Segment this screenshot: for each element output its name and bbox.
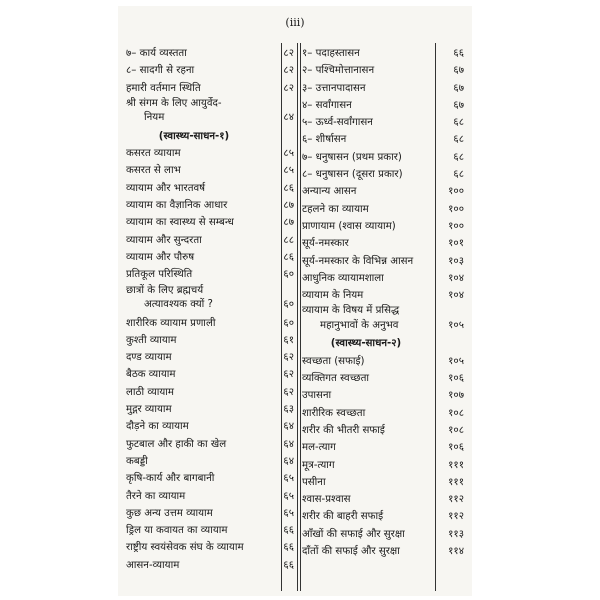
toc-entry-title-line: लाठी व्यायाम <box>126 386 175 398</box>
toc-entry-title-line: २– पश्चिमोत्तानासन <box>302 65 375 77</box>
toc-entry <box>126 522 294 539</box>
toc-entry-title-line: व्यायाम और सुन्दरता <box>126 234 202 246</box>
toc-entry-page-number: ११४ <box>448 546 464 558</box>
toc-entry-page-number: ६५ <box>283 490 294 502</box>
toc-entry-title <box>302 474 430 491</box>
toc-entry-page-number: १०४ <box>448 272 464 284</box>
contents-left-column <box>126 45 294 574</box>
toc-entry-title <box>126 45 266 62</box>
toc-entry-title-line: ६– शीर्षासन <box>302 134 347 146</box>
toc-entry-title-line: (स्वास्थ्य-साधन-२) <box>330 338 402 350</box>
toc-entry <box>126 470 294 487</box>
toc-entry <box>126 366 294 383</box>
toc-entry <box>126 197 294 214</box>
toc-entry-page-number: ६६ <box>453 48 464 59</box>
toc-entry-title-line: कसरत व्यायाम <box>126 148 181 160</box>
toc-entry-title-line: हमारी वर्तमान स्थिति <box>126 82 201 94</box>
toc-entry-title <box>126 80 266 97</box>
toc-entry-title-line: प्राणायाम (श्वास व्यायाम) <box>302 220 396 232</box>
toc-entry <box>302 439 464 456</box>
section-heading <box>302 335 464 352</box>
toc-entry-page-number: ८२ <box>283 65 294 77</box>
page-number: (iii) <box>285 16 305 29</box>
toc-entry-title-line: व्यायाम और भारतवर्ष <box>126 182 206 194</box>
toc-entry-title <box>126 366 266 383</box>
toc-entry <box>126 214 294 231</box>
toc-entry-page-number: ६६ <box>283 525 294 537</box>
toc-entry-title-line: राष्ट्रीय स्वयंसेवक संघ के व्यायाम <box>126 542 244 554</box>
toc-entry-title-line: श्री संगम के लिए आयुर्वेद- <box>126 97 222 109</box>
toc-entry-title-line: मुद्गर व्यायाम <box>126 404 172 416</box>
toc-entry-title <box>126 180 266 197</box>
toc-entry <box>302 457 464 474</box>
toc-entry-title-line: टहलने का व्यायाम <box>302 203 369 215</box>
toc-entry-title-line: स्वच्छता (सफाई) <box>302 355 365 367</box>
toc-entry-title-line: व्यायाम के नियम <box>302 290 364 302</box>
toc-entry-title-line: शारीरिक स्वच्छता <box>302 407 366 419</box>
toc-entry-title-line: ड्रिल या कवायत का व्यायाम <box>126 525 228 537</box>
toc-entry-page-number: ६४ <box>283 438 294 450</box>
toc-entry-title-line: अन्यान्य आसन <box>302 186 357 198</box>
toc-entry <box>302 405 464 422</box>
section-heading <box>126 128 294 145</box>
toc-entry-title-line: फुटबाल और हाकी का खेल <box>126 438 227 450</box>
toc-entry-title <box>302 183 430 200</box>
toc-entry-title <box>302 304 430 333</box>
toc-entry-page-number: ६४ <box>283 455 294 467</box>
toc-entry <box>302 270 464 287</box>
toc-entry-title <box>126 128 266 145</box>
toc-entry <box>302 370 464 387</box>
toc-entry-title <box>302 97 430 114</box>
toc-entry <box>302 387 464 404</box>
toc-entry-title-line: कसरत से लाभ <box>126 165 181 177</box>
toc-entry <box>302 166 464 183</box>
toc-entry-page-number: ६५ <box>283 507 294 519</box>
toc-entry-title-line: कुछ अन्य उत्तम व्यायाम <box>126 507 213 519</box>
toc-entry-title-line: प्रतिकूल परिस्थिति <box>126 269 193 281</box>
toc-entry-page-number: १०० <box>448 186 464 198</box>
toc-entry-page-number: ८५ <box>283 148 294 160</box>
toc-entry <box>302 304 464 335</box>
toc-entry-title <box>126 522 266 539</box>
toc-entry-page-number: ८५ <box>283 165 294 177</box>
toc-entry-page-number: ८६ <box>283 251 294 263</box>
toc-entry <box>126 332 294 349</box>
toc-entry-title <box>302 526 430 543</box>
toc-entry <box>126 180 294 197</box>
toc-entry <box>126 488 294 505</box>
toc-entry-page-number: १०८ <box>448 407 464 419</box>
toc-entry-page-number: ८२ <box>283 48 294 59</box>
toc-entry-title <box>126 505 266 522</box>
toc-entry <box>302 62 464 79</box>
toc-entry-title-line: सूर्य-नमस्कार <box>302 238 349 250</box>
toc-entry-page-number: ८६ <box>283 182 294 194</box>
toc-entry <box>302 114 464 131</box>
toc-entry-title-line: शरीर की भीतरी सफाई <box>302 424 385 436</box>
toc-entry-title-line: व्यायाम का स्वास्थ्य से सम्बन्ध <box>126 217 234 229</box>
toc-entry-page-number: ६१ <box>283 334 294 346</box>
toc-entry-title-continued: अत्यावश्यक क्यों ? <box>144 299 213 311</box>
toc-entry <box>302 474 464 491</box>
toc-entry-title-continued: महानुभावों के अनुभव <box>320 319 399 331</box>
toc-entry <box>126 266 294 283</box>
toc-entry-page-number: ११२ <box>448 511 464 523</box>
toc-entry-title <box>126 453 266 470</box>
toc-entry-title-line: व्यायाम का वैज्ञानिक आधार <box>126 200 228 212</box>
toc-entry-page-number: १०६ <box>448 373 464 385</box>
toc-entry-page-number: ११२ <box>448 494 464 506</box>
toc-entry-title <box>126 488 266 505</box>
toc-entry-title <box>302 201 430 218</box>
toc-entry-title-line: पसीना <box>302 476 326 488</box>
toc-entry-page-number: १०६ <box>448 442 464 454</box>
toc-entry-title <box>126 62 266 79</box>
toc-entry <box>126 505 294 522</box>
toc-entry-title <box>126 97 266 126</box>
toc-entry-page-number: १०१ <box>448 238 464 250</box>
toc-entry <box>126 162 294 179</box>
toc-entry-title <box>302 270 430 287</box>
toc-entry-title <box>302 218 430 235</box>
toc-entry-page-number: ६८ <box>453 117 464 129</box>
toc-entry-title <box>126 214 266 231</box>
toc-entry <box>302 80 464 97</box>
toc-entry <box>126 62 294 79</box>
toc-entry-page-number: १०० <box>448 220 464 232</box>
toc-entry-page-number: ६३ <box>283 404 294 416</box>
toc-entry <box>126 315 294 332</box>
toc-entry-page-number: ६२ <box>283 352 294 364</box>
toc-entry-page-number: ६७ <box>453 99 464 111</box>
toc-entry-title <box>302 422 430 439</box>
toc-entry <box>302 353 464 370</box>
toc-entry-title <box>302 131 430 148</box>
toc-entry-page-number: १०८ <box>448 424 464 436</box>
toc-entry-title-line: (स्वास्थ्य-साधन-१) <box>158 130 230 142</box>
toc-entry-page-number: १११ <box>448 476 464 488</box>
toc-entry <box>126 384 294 401</box>
toc-entry-title-line: व्यायाम और पौरुष <box>126 251 195 263</box>
toc-entry-title <box>302 439 430 456</box>
toc-entry <box>302 183 464 200</box>
toc-entry-title <box>302 253 430 270</box>
toc-entry-page-number: ६२ <box>283 369 294 381</box>
toc-entry-page-number: ६७ <box>453 65 464 77</box>
toc-entry-title-line: मल-त्याग <box>302 442 336 454</box>
toc-entry <box>126 418 294 435</box>
toc-entry-title-line: १– पदाहस्तासन <box>302 48 360 59</box>
toc-entry-page-number: १०५ <box>448 319 464 331</box>
toc-entry-title <box>126 401 266 418</box>
toc-entry-title <box>302 45 430 62</box>
toc-entry <box>302 201 464 218</box>
toc-entry-title-line: ५– ऊर्ध्व-सर्वांगासन <box>302 117 373 129</box>
toc-entry-title-line: दौड़ने का व्यायाम <box>126 421 189 433</box>
toc-entry-page-number: ६८ <box>453 134 464 146</box>
toc-entry-page-number: ६० <box>283 269 294 281</box>
toc-entry <box>126 349 294 366</box>
toc-entry-title <box>302 114 430 131</box>
toc-entry-title <box>126 284 266 313</box>
toc-entry-title-line: सूर्य-नमस्कार के विभिन्न आसन <box>302 255 414 267</box>
toc-entry-page-number: १११ <box>448 459 464 471</box>
toc-entry-title <box>302 335 430 352</box>
toc-entry-page-number: ६४ <box>283 421 294 433</box>
toc-entry <box>302 491 464 508</box>
toc-entry-title-line: मूत्र-त्याग <box>302 459 335 471</box>
toc-entry-title-continued: नियम <box>144 112 165 124</box>
toc-entry-title <box>126 539 266 556</box>
toc-entry-page-number: ८७ <box>283 200 294 212</box>
toc-entry-title <box>126 315 266 332</box>
toc-entry <box>302 149 464 166</box>
toc-entry <box>126 97 294 128</box>
toc-entry-page-number: ६२ <box>283 386 294 398</box>
column-divider-right <box>300 43 301 591</box>
toc-entry-title-line: कृषि-कार्य और बागबानी <box>126 473 215 485</box>
toc-entry-title <box>126 232 266 249</box>
toc-entry <box>126 557 294 574</box>
toc-entry-page-number: ११३ <box>448 528 464 540</box>
toc-entry <box>126 539 294 556</box>
toc-entry-title-line: आँखों की सफाई और सुरक्षा <box>302 528 405 540</box>
toc-entry <box>126 145 294 162</box>
contents-right-column <box>302 45 464 560</box>
toc-entry <box>126 436 294 453</box>
toc-entry-title <box>126 557 266 574</box>
toc-entry-title-line: दण्ड व्यायाम <box>126 352 172 364</box>
book-page <box>118 6 472 596</box>
toc-entry-title-line: कुश्ती व्यायाम <box>126 334 177 346</box>
toc-entry-title <box>126 349 266 366</box>
toc-entry-page-number: १०५ <box>448 355 464 367</box>
toc-entry-page-number: ८७ <box>283 217 294 229</box>
toc-entry-title <box>302 80 430 97</box>
toc-entry <box>126 45 294 62</box>
toc-entry-page-number: १०० <box>448 203 464 215</box>
toc-entry-title <box>126 197 266 214</box>
toc-entry-title <box>302 62 430 79</box>
toc-entry-page-number: ६० <box>283 317 294 329</box>
toc-entry <box>302 97 464 114</box>
toc-entry-page-number: ६० <box>283 299 294 311</box>
toc-entry-title <box>126 332 266 349</box>
toc-entry <box>302 543 464 560</box>
toc-entry-page-number: ६६ <box>283 542 294 554</box>
toc-entry <box>126 249 294 266</box>
toc-entry-page-number: ६७ <box>453 82 464 94</box>
toc-entry-title-line: ३– उत्तानपादासन <box>302 82 366 94</box>
toc-entry-title-line: बैठक व्यायाम <box>126 369 176 381</box>
toc-entry-title-line: व्यक्तिगत स्वच्छता <box>302 373 370 385</box>
toc-entry-title-line: ४– सर्वांगासन <box>302 99 352 111</box>
toc-entry <box>126 284 294 315</box>
toc-entry-title <box>126 418 266 435</box>
toc-entry-title <box>302 491 430 508</box>
toc-entry-title-line: ७– कार्य व्यस्तता <box>126 48 187 59</box>
toc-entry-page-number: १०४ <box>448 290 464 302</box>
toc-entry-title <box>302 287 430 304</box>
toc-entry-title <box>302 166 430 183</box>
toc-entry-title-line: शरीर की बाहरी सफाई <box>302 511 384 523</box>
toc-entry <box>302 235 464 252</box>
column-divider-left <box>297 43 298 591</box>
toc-entry <box>126 453 294 470</box>
toc-entry-page-number: ६६ <box>283 559 294 571</box>
toc-entry-page-number: ६८ <box>453 151 464 163</box>
toc-entry-title-line: व्यायाम के विषय में प्रसिद्ध <box>302 305 400 317</box>
toc-entry <box>126 401 294 418</box>
toc-entry-title-line: शारीरिक व्यायाम प्रणाली <box>126 317 216 329</box>
toc-entry-title-line: कबड्डी <box>126 455 148 467</box>
toc-entry-title <box>302 370 430 387</box>
toc-entry-title-line: उपासना <box>302 390 332 402</box>
toc-entry-title <box>126 145 266 162</box>
toc-entry <box>302 508 464 525</box>
toc-entry-page-number: ६८ <box>453 169 464 181</box>
toc-entry-title <box>302 457 430 474</box>
toc-entry <box>126 80 294 97</box>
toc-entry <box>302 422 464 439</box>
toc-entry-page-number: ८८ <box>283 234 294 246</box>
toc-entry-title <box>302 387 430 404</box>
toc-entry-title <box>302 508 430 525</box>
toc-entry-page-number: ८२ <box>283 82 294 94</box>
toc-entry-title-line: ८– सादगी से रहना <box>126 65 195 77</box>
toc-entry-title-line: ७– धनुषासन (प्रथम प्रकार) <box>302 151 402 163</box>
toc-entry-title <box>126 249 266 266</box>
toc-entry <box>126 232 294 249</box>
toc-entry-page-number: १०३ <box>448 255 464 267</box>
toc-entry <box>302 218 464 235</box>
toc-entry-title-line: आसन-व्यायाम <box>126 559 180 571</box>
toc-entry-title <box>302 405 430 422</box>
toc-entry-title <box>302 235 430 252</box>
toc-entry-title <box>126 470 266 487</box>
toc-entry <box>302 45 464 62</box>
toc-entry-page-number: ८४ <box>283 112 294 124</box>
toc-entry <box>302 253 464 270</box>
toc-entry-title-line: छात्रों के लिए ब्रह्मचर्य <box>126 284 204 296</box>
toc-entry-title <box>302 353 430 370</box>
toc-entry-title-line: श्वास-प्रश्वास <box>302 494 351 506</box>
toc-entry-page-number: ६५ <box>283 473 294 485</box>
toc-entry-title <box>302 543 430 560</box>
toc-entry <box>302 131 464 148</box>
toc-entry-title <box>126 162 266 179</box>
toc-entry-title-line: तैरने का व्यायाम <box>126 490 186 502</box>
toc-entry <box>302 526 464 543</box>
toc-entry-title <box>126 384 266 401</box>
toc-entry-page-number: १०७ <box>448 390 464 402</box>
toc-entry-title-line: आधुनिक व्यायामशाला <box>302 272 384 284</box>
toc-entry-title-line: दाँतों की सफाई और सुरक्षा <box>302 546 400 558</box>
toc-entry-title <box>126 266 266 283</box>
toc-entry-title-line: ८– धनुषासन (दूसरा प्रकार) <box>302 169 403 181</box>
toc-entry-title <box>126 436 266 453</box>
toc-entry-title <box>302 149 430 166</box>
toc-entry <box>302 287 464 304</box>
